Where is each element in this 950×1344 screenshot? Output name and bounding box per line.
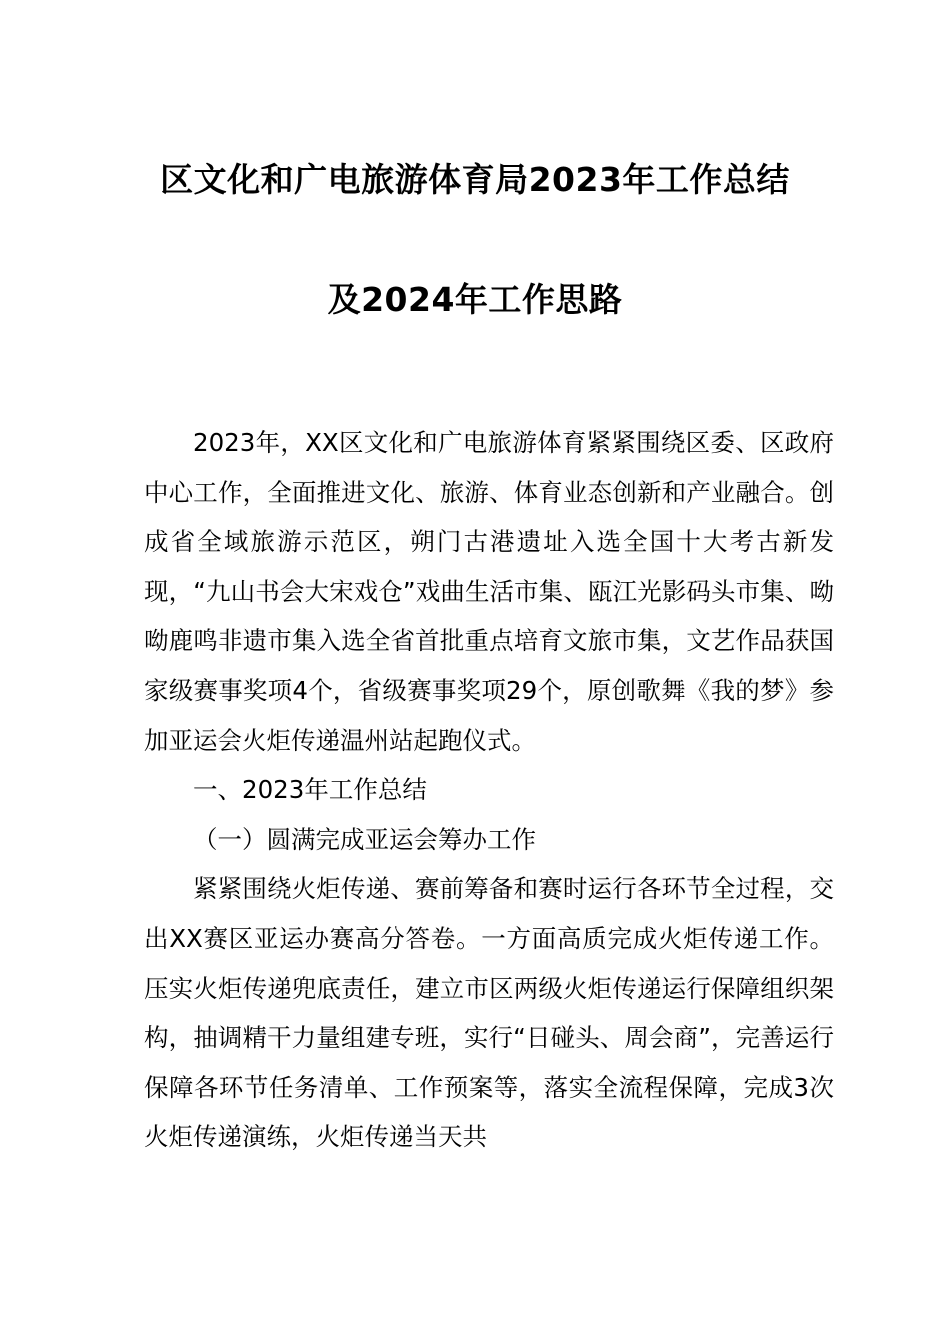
document-title-line-1: 区文化和广电旅游体育局2023年工作总结 xyxy=(160,160,790,199)
intro-paragraph: 2023年，XX区文化和广电旅游体育紧紧围绕区委、区政府中心工作，全面推进文化、旅游、体育业态创新和产业融合。创成省全域旅游示范区，朔门古港遗址入选全国十大考古新发现，“九山书会大宋戏仓”戏曲生活市集、瓯江光影码头市集、呦呦鹿鸣非遗市集入选全省首批重点培育文旅市集，文艺作品获国家级赛事奖项4个，省级赛事奖项29个，原创歌舞《我的梦》参加亚运会火炬传递温州站起跑仪式。 xyxy=(144,428,834,755)
subsection-heading: （一）圆满完成亚运会筹办工作 xyxy=(193,824,536,854)
section-heading: 一、2023年工作总结 xyxy=(193,775,427,805)
body-paragraph: 紧紧围绕火炬传递、赛前筹备和赛时运行各环节全过程，交出XX赛区亚运办赛高分答卷。一方面高质完成火炬传递工作。压实火炬传递兜底责任，建立市区两级火炬传递运行保障组织架构，抽调精干力量组建专班，实行“日碰头、周会商”，完善运行保障各环节任务清单、工作预案等，落实全流程保障，完成3次火炬传递演练，火炬传递当天共 xyxy=(144,874,834,1152)
document-body xyxy=(144,418,834,1162)
document-title-line-2: 及2024年工作思路 xyxy=(327,280,623,319)
